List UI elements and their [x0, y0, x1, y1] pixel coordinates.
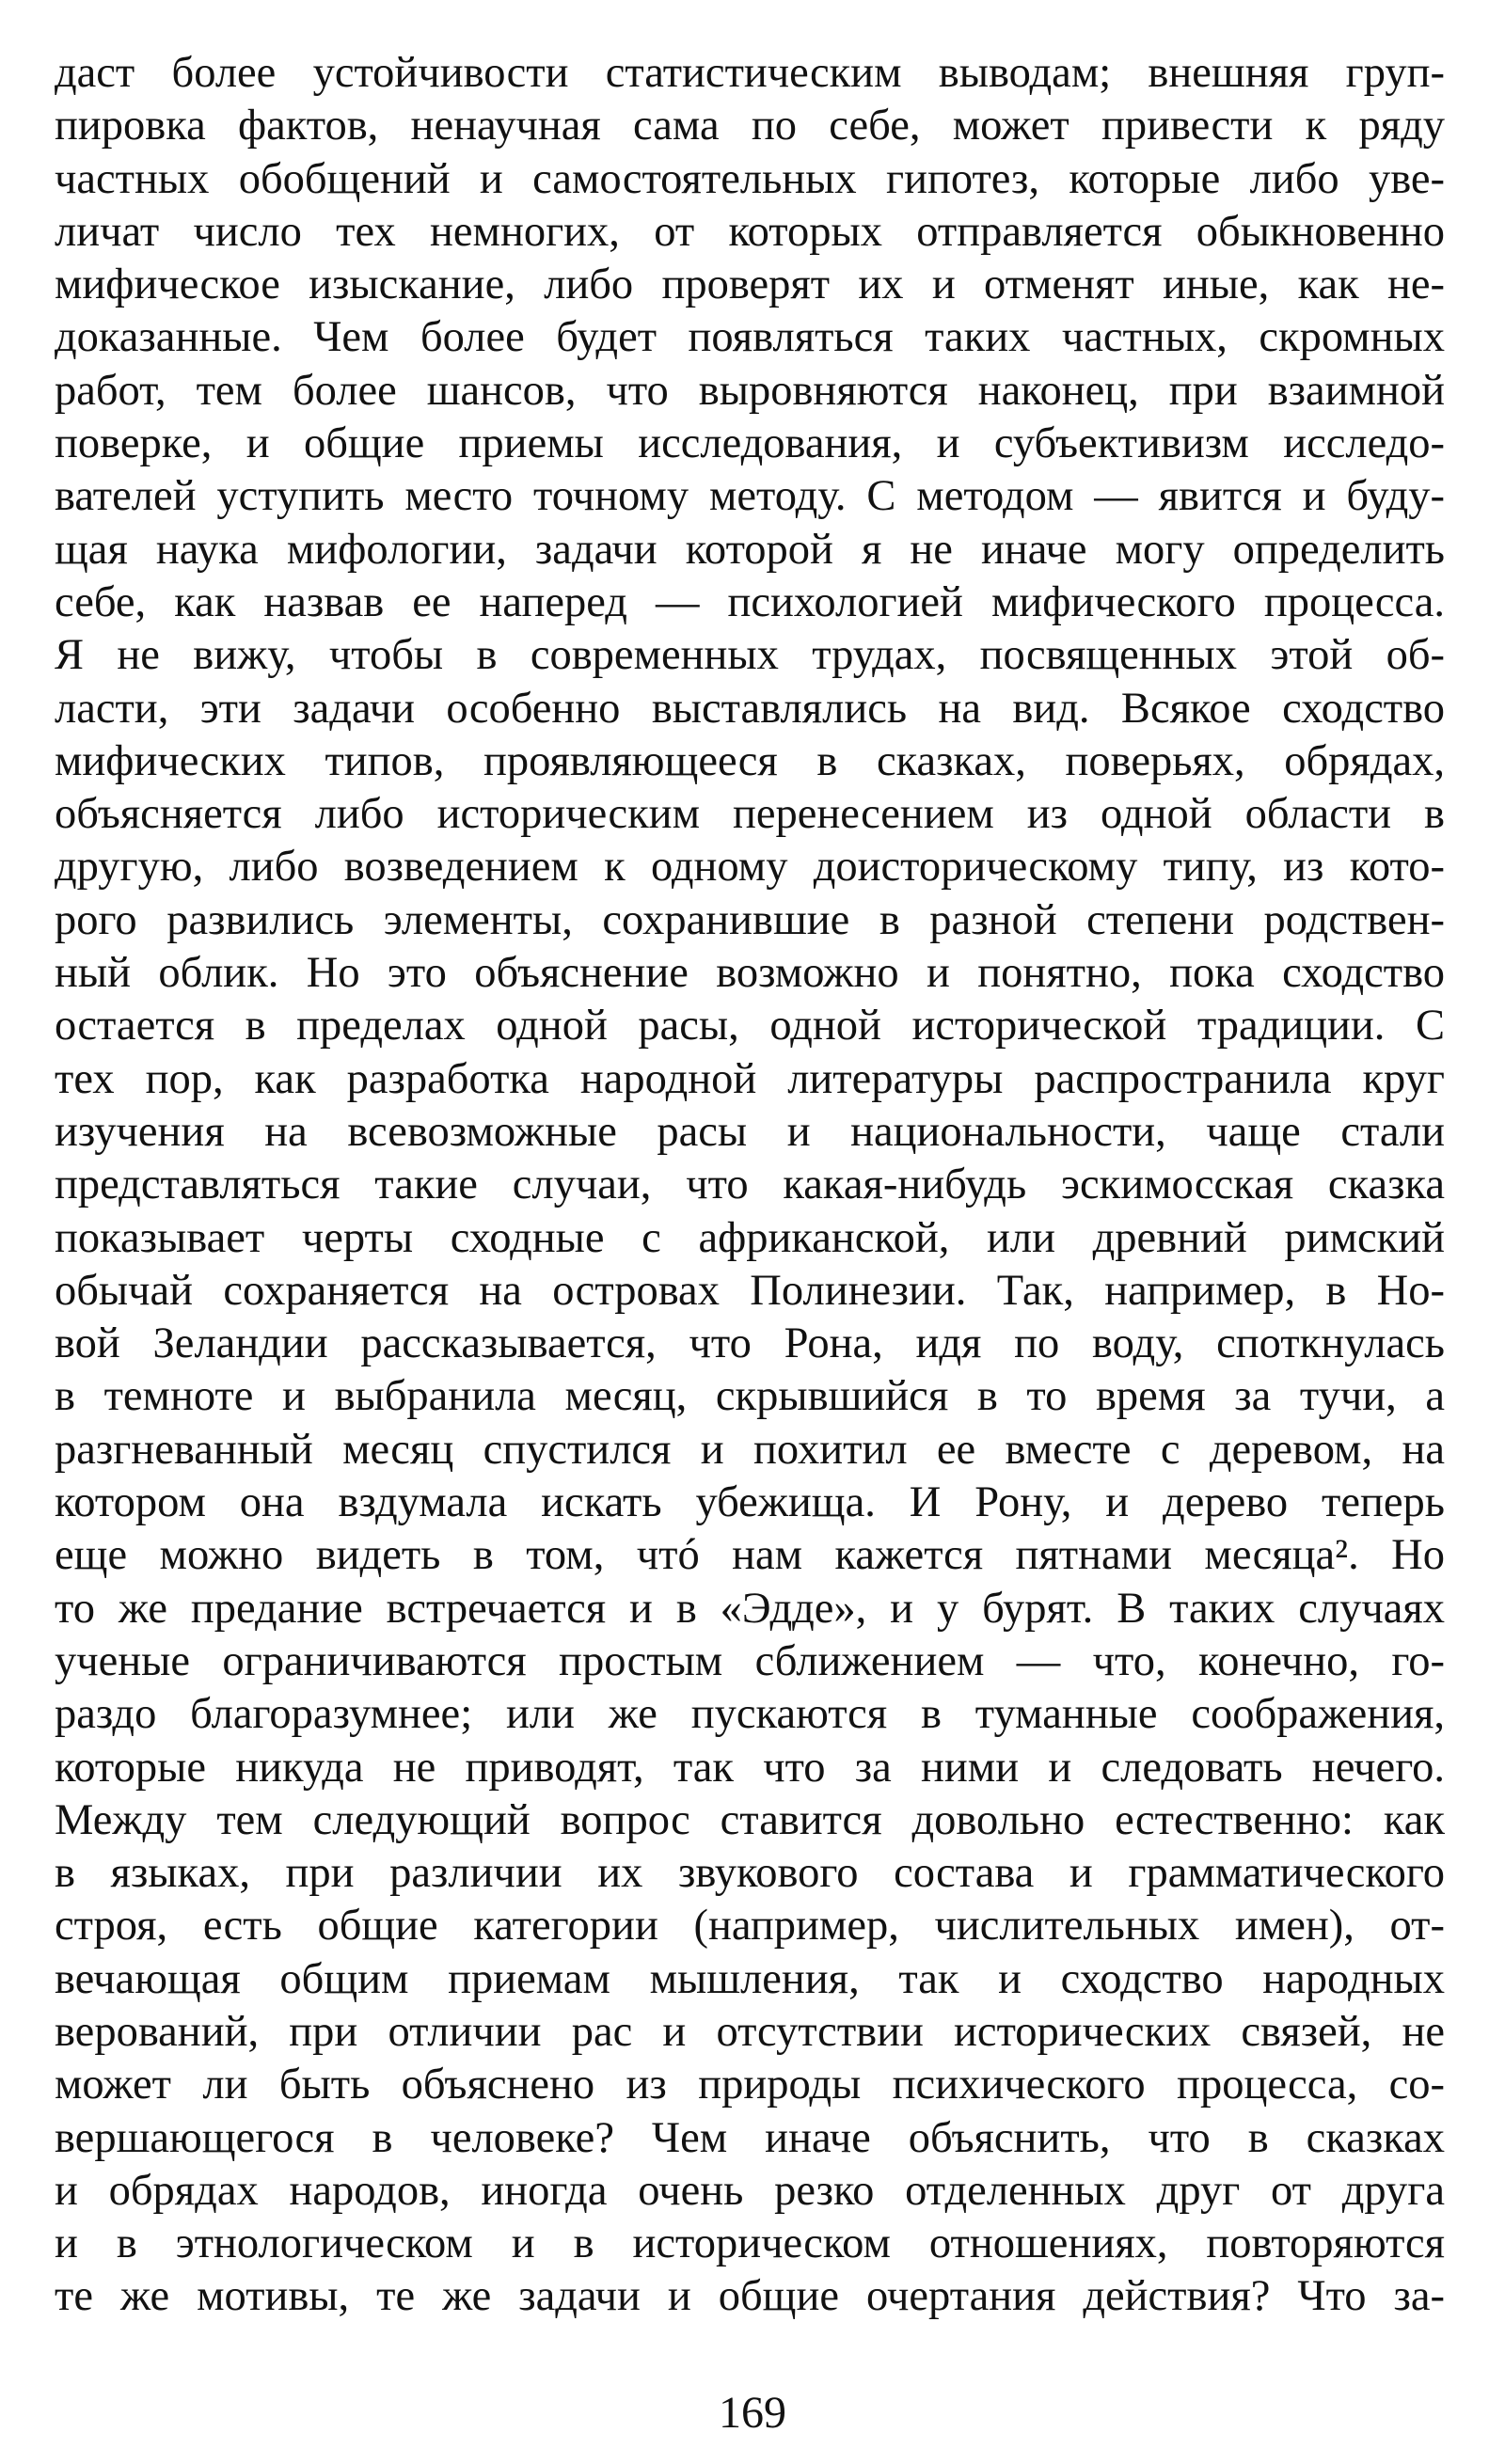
- text-line: Я не вижу, чтобы в современных трудах, посвященных этой об-: [55, 631, 1445, 680]
- text-line: даст более устойчивости статистическим выводам; внешняя груп-: [55, 49, 1445, 97]
- text-body: [55, 47, 1445, 2324]
- text-line: разгневанный месяц спустился и похитил ее вместе с деревом, на: [55, 1425, 1445, 1474]
- text-line: то же предание встречается и в «Эдде», и у бурят. В таких случаях: [55, 1584, 1445, 1633]
- text-line: поверке, и общие приемы исследования, и субъективизм исследо-: [55, 419, 1445, 468]
- text-line: котором она вздумала искать убежища. И Рону, и дерево теперь: [55, 1478, 1445, 1527]
- text-line: может ли быть объяснено из природы психического процесса, со-: [55, 2061, 1445, 2109]
- text-line: ласти, эти задачи особенно выставлялись на вид. Всякое сходство: [55, 684, 1445, 733]
- text-line: ученые ограничиваются простым сближением — что, конечно, го-: [55, 1636, 1445, 1685]
- text-line: рого развились элементы, сохранившие в разной степени родствен-: [55, 895, 1445, 944]
- text-line: тех пор, как разработка народной литературы распространила круг: [55, 1054, 1445, 1103]
- text-line: частных обобщений и самостоятельных гипотез, которые либо уве-: [55, 154, 1445, 203]
- text-line: строя, есть общие категории (например, числительных имен), от-: [55, 1902, 1445, 1951]
- text-line: вершающегося в человеке? Чем иначе объяснить, что в сказках: [55, 2113, 1445, 2162]
- text-line: которые никуда не приводят, так что за ними и следовать нечего.: [55, 1743, 1445, 1792]
- text-line: Между тем следующий вопрос ставится довольно естественно: как: [55, 1795, 1445, 1844]
- text-line: щая наука мифологии, задачи которой я не иначе могу определить: [55, 525, 1445, 574]
- text-line: личат число тех немногих, от которых отправляется обыкновенно: [55, 207, 1445, 256]
- text-line: верований, при отличии рас и отсутствии исторических связей, не: [55, 2007, 1445, 2056]
- text-line: и в этнологическом и в историческом отношениях, повторяются: [55, 2219, 1445, 2268]
- text-line: мифических типов, проявляющееся в сказках, поверьях, обрядах,: [55, 736, 1445, 785]
- text-line: в языках, при различии их звукового состава и грамматического: [55, 1849, 1445, 1898]
- text-line: пировка фактов, ненаучная сама по себе, может привести к ряду: [55, 102, 1445, 150]
- text-line: вателей уступить место точному методу. С методом — явится и буду-: [55, 472, 1445, 521]
- text-line: вой Зеландии рассказывается, что Рона, идя по воду, споткнулась: [55, 1319, 1445, 1368]
- text-line: работ, тем более шансов, что выровняются наконец, при взаимной: [55, 366, 1445, 415]
- text-line: доказанные. Чем более будет появляться таких частных, скромных: [55, 313, 1445, 362]
- text-line: в темноте и выбранила месяц, скрывшийся в то время за тучи, а: [55, 1372, 1445, 1421]
- text-line: те же мотивы, те же задачи и общие очертания действия? Что за-: [55, 2272, 1445, 2321]
- text-line: и обрядах народов, иногда очень резко отделенных друг от друга: [55, 2166, 1445, 2215]
- text-line: ный облик. Но это объяснение возможно и понятно, пока сходство: [55, 949, 1445, 998]
- text-line: себе, как назвав ее наперед — психологией мифического процесса.: [55, 577, 1445, 626]
- text-line: представляться такие случаи, что какая-нибудь эскимосская сказка: [55, 1161, 1445, 1209]
- text-line: вечающая общим приемам мышления, так и сходство народных: [55, 1954, 1445, 2003]
- text-line: мифическое изыскание, либо проверят их и отменят иные, как не-: [55, 261, 1445, 309]
- text-line: другую, либо возведением к одному доисторическому типу, из кото-: [55, 843, 1445, 892]
- page-number: 169: [719, 2388, 786, 2438]
- text-line: показывает черты сходные с африканской, или древний римский: [55, 1213, 1445, 1262]
- text-line: раздо благоразумнее; или же пускаются в туманные соображения,: [55, 1690, 1445, 1739]
- text-line: объясняется либо историческим перенесением из одной области в: [55, 790, 1445, 839]
- text-line: обычай сохраняется на островах Полинезии. Так, например, в Но-: [55, 1266, 1445, 1315]
- text-line: изучения на всевозможные расы и национальности, чаще стали: [55, 1107, 1445, 1156]
- text-line: остается в пределах одной расы, одной исторической традиции. С: [55, 1002, 1445, 1050]
- text-line: еще можно видеть в том, чтó нам кажется пятнами месяца². Но: [55, 1531, 1445, 1580]
